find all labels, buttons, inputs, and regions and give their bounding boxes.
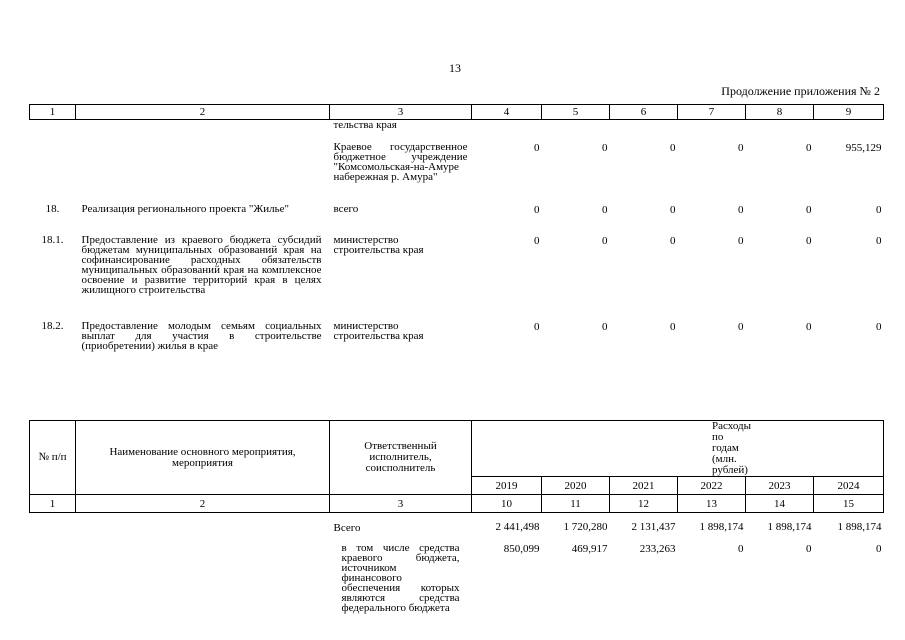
activity-name: Реализация регионального проекта "Жилье" bbox=[81, 202, 289, 215]
executor-cell: Всего bbox=[333, 522, 361, 534]
value-cell: 1 898,174 bbox=[837, 521, 882, 533]
colnum-cell: 2 bbox=[76, 495, 330, 513]
activity-name: Предоставление молодым семьям социальных выплат для участия в строительстве (приобретении) жилья в крае bbox=[81, 319, 322, 352]
top-header-cell: 2 bbox=[76, 105, 330, 120]
top-header-cell: 8 bbox=[746, 105, 814, 120]
header-expenses: Расходы по годам (млн. рублей) bbox=[472, 421, 884, 477]
row-number: 18.1. bbox=[41, 233, 64, 246]
top-header-cell: 6 bbox=[610, 105, 678, 120]
executor-cell: министерство строительства края bbox=[333, 319, 424, 342]
value-cell: 0 bbox=[876, 542, 882, 555]
value-cell: 0 bbox=[738, 203, 744, 216]
executor-cell: министерство строительства края bbox=[333, 233, 424, 256]
value-cell: 469,917 bbox=[571, 542, 608, 555]
year-cell: 2019 bbox=[472, 477, 542, 495]
value-cell: 0 bbox=[602, 320, 608, 333]
header-row bbox=[30, 421, 884, 477]
value-cell: 0 bbox=[602, 141, 608, 154]
table-row bbox=[30, 537, 884, 617]
value-cell: 0 bbox=[738, 234, 744, 247]
table-row bbox=[30, 513, 884, 537]
colnum-cell: 12 bbox=[610, 495, 678, 513]
colnum-cell: 15 bbox=[814, 495, 884, 513]
activity-name: Предоставление из краевого бюджета субсидий бюджетам муниципальных образований края на софинансирование расходных обязательств муниципальных образований края на комплексное освоение и развитие территорий края в целях жилищного строительства bbox=[81, 233, 322, 296]
continuation-note: Продолжение приложения № 2 bbox=[721, 84, 880, 98]
value-cell: 0 bbox=[670, 141, 676, 154]
value-cell: 2 131,437 bbox=[631, 521, 676, 533]
value-cell: 233,263 bbox=[639, 542, 676, 555]
top-table-header-row bbox=[30, 105, 884, 120]
value-cell: 0 bbox=[738, 542, 744, 555]
top-header-cell: 7 bbox=[678, 105, 746, 120]
column-number-row bbox=[30, 495, 884, 513]
table-row bbox=[30, 142, 884, 204]
table-row bbox=[30, 204, 884, 235]
colnum-cell: 3 bbox=[330, 495, 472, 513]
row-number: 18. bbox=[45, 202, 60, 215]
row-number: 18.2. bbox=[41, 319, 64, 332]
value-cell: 0 bbox=[534, 320, 540, 333]
table-row bbox=[30, 120, 884, 142]
top-header-cell: 5 bbox=[542, 105, 610, 120]
value-cell: 0 bbox=[670, 320, 676, 333]
top-header-cell: 3 bbox=[330, 105, 472, 120]
header-executor: Ответственный исполнитель, соисполнитель bbox=[330, 421, 472, 495]
top-header-cell: 9 bbox=[814, 105, 884, 120]
year-cell: 2020 bbox=[542, 477, 610, 495]
value-cell: 0 bbox=[738, 320, 744, 333]
year-cell: 2024 bbox=[814, 477, 884, 495]
page-number: 13 bbox=[449, 61, 461, 75]
year-cell: 2021 bbox=[610, 477, 678, 495]
colnum-cell: 10 bbox=[472, 495, 542, 513]
value-cell: 850,099 bbox=[503, 542, 540, 555]
value-cell: 0 bbox=[602, 203, 608, 216]
table-row bbox=[30, 235, 884, 321]
value-cell: 0 bbox=[738, 141, 744, 154]
value-cell: 0 bbox=[806, 203, 812, 216]
value-cell: 2 441,498 bbox=[495, 521, 540, 533]
executor-cell: тельства края bbox=[333, 119, 397, 131]
value-cell: 1 720,280 bbox=[563, 521, 608, 533]
colnum-cell: 14 bbox=[746, 495, 814, 513]
colnum-cell: 1 bbox=[30, 495, 76, 513]
top-header-cell: 4 bbox=[472, 105, 542, 120]
table-row bbox=[30, 321, 884, 361]
value-cell: 0 bbox=[806, 234, 812, 247]
value-cell: 1 898,174 bbox=[767, 521, 812, 533]
value-cell: 0 bbox=[670, 234, 676, 247]
top-table bbox=[29, 104, 884, 361]
value-cell: 0 bbox=[670, 203, 676, 216]
value-cell: 0 bbox=[534, 141, 540, 154]
year-cell: 2022 bbox=[678, 477, 746, 495]
colnum-cell: 11 bbox=[542, 495, 610, 513]
value-cell: 0 bbox=[806, 141, 812, 154]
value-cell: 955,129 bbox=[845, 141, 882, 154]
executor-cell: всего bbox=[333, 202, 359, 215]
value-cell: 0 bbox=[806, 542, 812, 555]
executor-cell: Краевое государственное бюджетное учреждение "Комсомольская-на-Амуре набережная р. Амура" bbox=[333, 140, 468, 183]
colnum-cell: 13 bbox=[678, 495, 746, 513]
value-cell: 0 bbox=[534, 234, 540, 247]
value-cell: 0 bbox=[806, 320, 812, 333]
year-cell: 2023 bbox=[746, 477, 814, 495]
value-cell: 1 898,174 bbox=[699, 521, 744, 533]
value-cell: 0 bbox=[876, 203, 882, 216]
value-cell: 0 bbox=[602, 234, 608, 247]
header-number: № п/п bbox=[30, 421, 76, 495]
value-cell: 0 bbox=[534, 203, 540, 216]
value-cell: 0 bbox=[876, 234, 882, 247]
bottom-table bbox=[29, 420, 884, 617]
value-cell: 0 bbox=[876, 320, 882, 333]
header-name: Наименование основного мероприятия, мероприятия bbox=[76, 421, 330, 495]
top-header-cell: 1 bbox=[30, 105, 76, 120]
executor-cell: в том числе средства краевого бюджета, источником финансового обеспечения которых являются средства федерального бюджета bbox=[341, 541, 460, 614]
